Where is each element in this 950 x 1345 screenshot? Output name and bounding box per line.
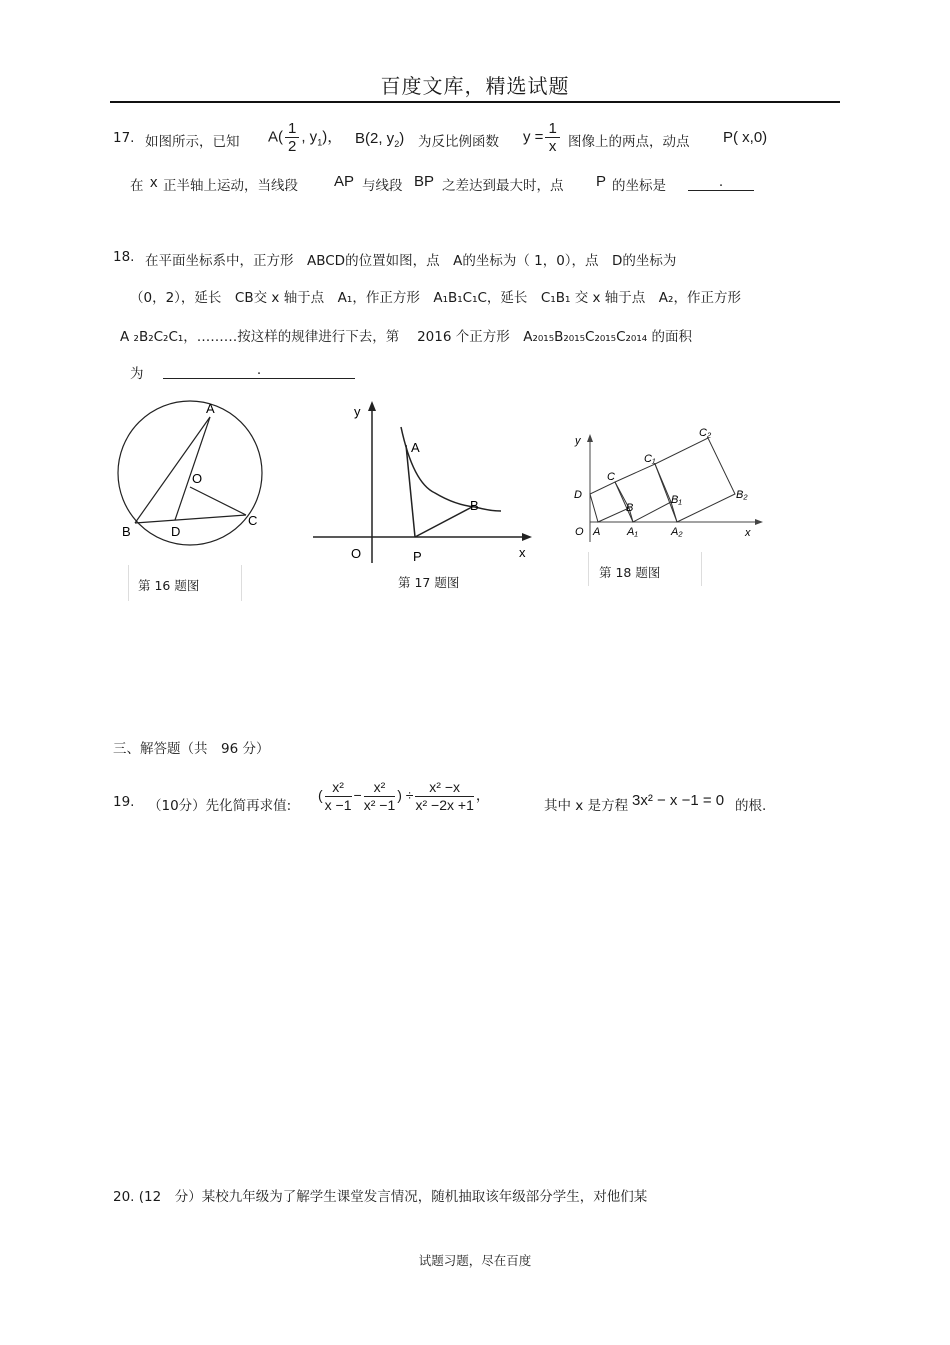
section-3-title: 三、解答题（共 96 分） xyxy=(113,741,270,757)
fig18-label-d: D xyxy=(574,489,582,501)
fig18-label-b: B xyxy=(626,502,634,514)
q18-line3: A ₂B₂C₂C₁，………按这样的规律进行下去，第 2016 个正方形 A₂₀₁₅B₂₀₁₅C₂₀₁₅C₂₀₁₄ 的面积 xyxy=(120,329,692,345)
fig18-square-1 xyxy=(615,464,671,522)
q17-point-p: P( x,0) xyxy=(723,129,768,146)
fig18-label-b2: B₂ xyxy=(736,489,748,501)
q19-tail: 的根. xyxy=(735,798,767,814)
figure-16-circle xyxy=(110,395,280,555)
q17-line2-e: 的坐标是 xyxy=(612,178,666,194)
fig16-chord-ab xyxy=(135,417,210,523)
fig16-chord-bc xyxy=(135,515,246,523)
q17-func-text: 为反比例函数 xyxy=(418,134,499,150)
page-header-title: 百度文库，精选试题 xyxy=(380,74,570,98)
q18-line2: （0，2），延长 CB交 x 轴于点 A₁，作正方形 A₁B₁C₁C，延长 C₁B₁ 交 x 轴于点 A₂，作正方形 xyxy=(130,290,741,306)
q17-frac-inv: $\frac{1}{x}$ xyxy=(545,120,559,155)
q18-answer-blank: . xyxy=(163,362,355,379)
q17-number: 17. xyxy=(113,130,135,146)
fig17-label-o: O xyxy=(351,546,362,561)
q17-lead: 如图所示，已知 xyxy=(145,134,240,150)
fig18-label-o: O xyxy=(575,526,584,538)
header-rule xyxy=(110,101,840,103)
q19-expression: ( $\frac{\text{x²}}{x -1}$ − $\frac{\text{x²}}{\text{x² −1}}$ ) ÷ $\frac{\text{x² −x}}{\text{x² −2x +1}}$ ， xyxy=(318,779,490,813)
q17-answer-blank: . xyxy=(688,174,754,191)
q17-line2-d: 之差达到最大时，点 xyxy=(442,178,564,194)
fig17-label-x: x xyxy=(519,545,526,560)
q17-point-b: B(2, $y_2$) xyxy=(355,130,405,149)
q17-p: P xyxy=(596,173,607,190)
q20-text: 20. (12 分）某校九年级为了解学生课堂发言情况，随机抽取该年级部分学生，对他们某 xyxy=(113,1189,648,1205)
q17-line2-x: x xyxy=(150,174,158,191)
figure-18-squares xyxy=(565,420,765,550)
fig18-label-y: y xyxy=(575,435,581,447)
fig18-label-a2: A₂ xyxy=(671,526,683,538)
q19-text: （10分）先化简再求值: xyxy=(148,798,292,814)
q17-line2-a: 在 xyxy=(130,178,144,194)
q18-line4: 为 xyxy=(130,366,144,382)
q18-number: 18. xyxy=(113,249,135,265)
fig18-label-x: x xyxy=(745,527,751,539)
fig18-label-a1: A₁ xyxy=(627,526,638,538)
fig18-y-arrow xyxy=(587,434,593,442)
q19-equation: 3x² − x −1 = 0 xyxy=(632,792,725,809)
q17-bp: BP xyxy=(414,173,435,190)
fig17-label-p: P xyxy=(413,549,422,564)
q19-frac-1: $\frac{\text{x²}}{x -1}$ xyxy=(324,779,352,813)
fig18-caption: 第 18 题图 xyxy=(599,565,661,580)
fig18-x-arrow xyxy=(755,519,763,525)
fig16-label-a: A xyxy=(206,401,215,416)
q17-frac-half: $\frac{1}{2}$ xyxy=(285,120,299,155)
fig18-label-a: A xyxy=(593,526,601,538)
fig16-circle xyxy=(118,401,262,545)
fig17-caption: 第 17 题图 xyxy=(398,575,460,590)
q17-graph-text: 图像上的两点，动点 xyxy=(568,134,690,150)
fig17-label-y: y xyxy=(354,404,361,419)
q17-line2-b: 正半轴上运动，当线段 xyxy=(163,178,298,194)
fig16-label-o: O xyxy=(192,471,203,486)
q17-function: y = $\frac{1}{x}$ xyxy=(523,120,562,155)
fig18-label-c1: C₁ xyxy=(644,453,656,465)
q19-where: 其中 x 是方程 xyxy=(544,798,629,814)
q17-line2-c: 与线段 xyxy=(362,178,403,194)
fig18-label-c: C xyxy=(607,471,615,483)
fig16-caption: 第 16 题图 xyxy=(138,578,200,593)
fig16-radius-oc xyxy=(190,487,246,515)
fig17-label-a: A xyxy=(411,440,420,455)
fig18-square-abcd xyxy=(590,482,629,522)
figure-17-graph xyxy=(305,395,540,570)
fig17-label-b: B xyxy=(470,498,479,513)
fig18-label-c2: C₂ xyxy=(699,427,712,439)
fig17-x-arrow xyxy=(522,533,532,541)
fig16-label-d: D xyxy=(171,524,181,539)
q19-frac-3: $\frac{\text{x² −x}}{\text{x² −2x +1}}$ xyxy=(415,779,474,813)
page-footer: 试题习题，尽在百度 xyxy=(418,1253,532,1268)
fig18-square-2 xyxy=(655,438,735,522)
fig16-label-b: B xyxy=(122,524,131,539)
q19-frac-2: $\frac{\text{x²}}{\text{x² −1}}$ xyxy=(363,779,396,813)
fig17-segment-bp xyxy=(415,507,472,537)
fig16-segment-ad xyxy=(175,417,210,520)
fig17-y-arrow xyxy=(368,401,376,411)
q17-point-a: A( $\frac{1}{2}$ , $y_1$)， xyxy=(268,120,343,155)
q18-line1: 在平面坐标系中，正方形 ABCD的位置如图，点 A的坐标为（ 1，0），点 D的坐标为 xyxy=(145,253,677,269)
q19-number: 19. xyxy=(113,794,135,810)
fig16-label-c: C xyxy=(248,513,258,528)
fig18-label-b1: B₁ xyxy=(671,494,682,506)
q17-ap: AP xyxy=(334,173,355,190)
